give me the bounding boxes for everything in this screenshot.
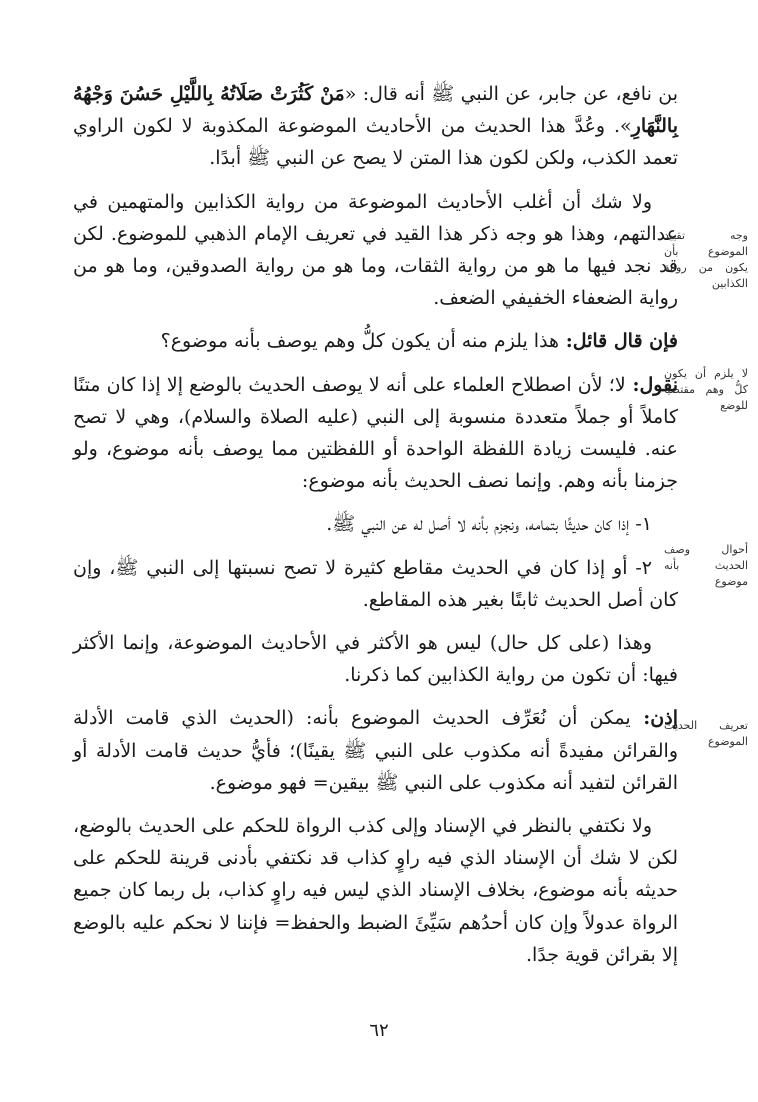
margin-note-3: أحوال وصف الحديث بأنه موضوع [664,543,748,588]
paragraph-4 [73,369,678,498]
list-item-1 [73,508,678,540]
main-text [73,78,678,982]
paragraph-2 [73,186,678,315]
margin-note-4: تعريف الحديث الموضوع [664,719,748,748]
list-item-2 [73,552,678,616]
margin-note-2: لا يلزم أن يكون كلُّ وهم مقتضيًا للوضع [664,367,748,412]
paragraph-text: لا؛ لأن اصطلاح العلماء على أنه لا يوصف الحديث بالوضع إلا إذا كان متنًا كاملاً أو جملاً متعددة منسوبة إلى النبي (عليه الصلاة والسلام)، وهي لا تصح عنه. فليست زيادة اللفظة الواحدة أو اللفظتين مما يوصف بأنه موضوع، ولو جزمنا بأنه وهم. وإنما نصف الحديث بأنه موضوع: [73,373,678,493]
hadith-quote: مَنْ كَثُرَتْ صَلَاتُهُ بِاللَّيْلِ حَسُنَ وَجْهُهُ بِالنَّهَارِ [73,83,678,138]
paragraph-text: وهذا (على كل حال) ليس هو الأكثر في الأحاديث الموضوعة، وإنما الأكثر فيها: أن تكون من رواية الكذابين كما ذكرنا. [73,632,678,687]
margin-note-1: وجه تقييد الموضوع بأن يكون من رواية الكذابين [664,229,748,290]
bold-lead: فإن قال قائل: [559,330,678,353]
paragraph-6 [73,702,678,799]
paragraph-text: يمكن أن نُعَرِّف الحديث الموضوع بأنه: (الحديث الذي قامت الأدلة والقرائن مفيدةً أنه مكذوب على النبي ﷺ يقينًا)؛ فأيُّ حديث قامت الأدلة أو القرائن لتفيد أنه مكذوب على النبي ﷺ بيقين= فهو موضوع. [73,707,678,794]
paragraph-text: هذا يلزم منه أن يكون كلُّ وهم يوصف بأنه موضوع؟ [160,330,560,353]
paragraph-text: ولا نكتفي بالنظر في الإسناد وإلى كذب الرواة للحكم على الحديث بالوضع، لكن لا شك أن الإسناد الذي فيه راوٍ كذاب قد نكتفي بأدنى قرينة للحكم على حديثه بأنه موضوع، بخلاف الإسناد الذي ليس فيه راوٍ كذاب، بل ربما كان جميع الرواة عدولاً وإن كان أحدُهم سَيِّئَ الضبط والحفظ= فإننا لا نحكم عليه بالوضع إلا بقرائن قوية جدًا. [73,815,678,966]
paragraph-text: ولا شك أن أغلب الأحاديث الموضوعة من رواية الكذابين والمتهمين في عدالتهم، وهذا هو وجه ذكر هذا القيد في تعريف الإمام الذهبي للموضوع. لكن قد نجد فيها ما هو من رواية الثقات، وما هو من رواية الصدوقين، وما هو من رواية الضعفاء الخفيفي الضعف. [73,190,678,310]
page-number: ٦٢ [369,1020,389,1041]
paragraph-7 [73,810,678,971]
paragraph-text: ». وعُدَّ هذا الحديث من الأحاديث الموضوعة المكذوبة لا لكون الراوي تعمد الكذب، ولكن لكون هذا المتن لا يصح عن النبي ﷺ أبدًا. [73,115,678,170]
paragraph-text: بن نافع، عن جابر، عن النبي ﷺ أنه قال: « [344,83,678,105]
bold-lead: نقول: [625,373,679,396]
paragraph-1 [73,78,678,175]
paragraph-5 [73,627,678,691]
list-item-text: ١- إذا كان حديثًا بتمامه، ونجزم بأنه لا أصل له عن النبي ﷺ. [326,513,652,536]
list-item-text: ٢- أو إذا كان في الحديث مقاطع كثيرة لا تصح نسبتها إلى النبي ﷺ، وإن كان أصل الحديث ثابتًا بغير هذه المقاطع. [73,556,678,611]
paragraph-3 [73,325,678,357]
bold-lead: إذن: [630,707,678,730]
